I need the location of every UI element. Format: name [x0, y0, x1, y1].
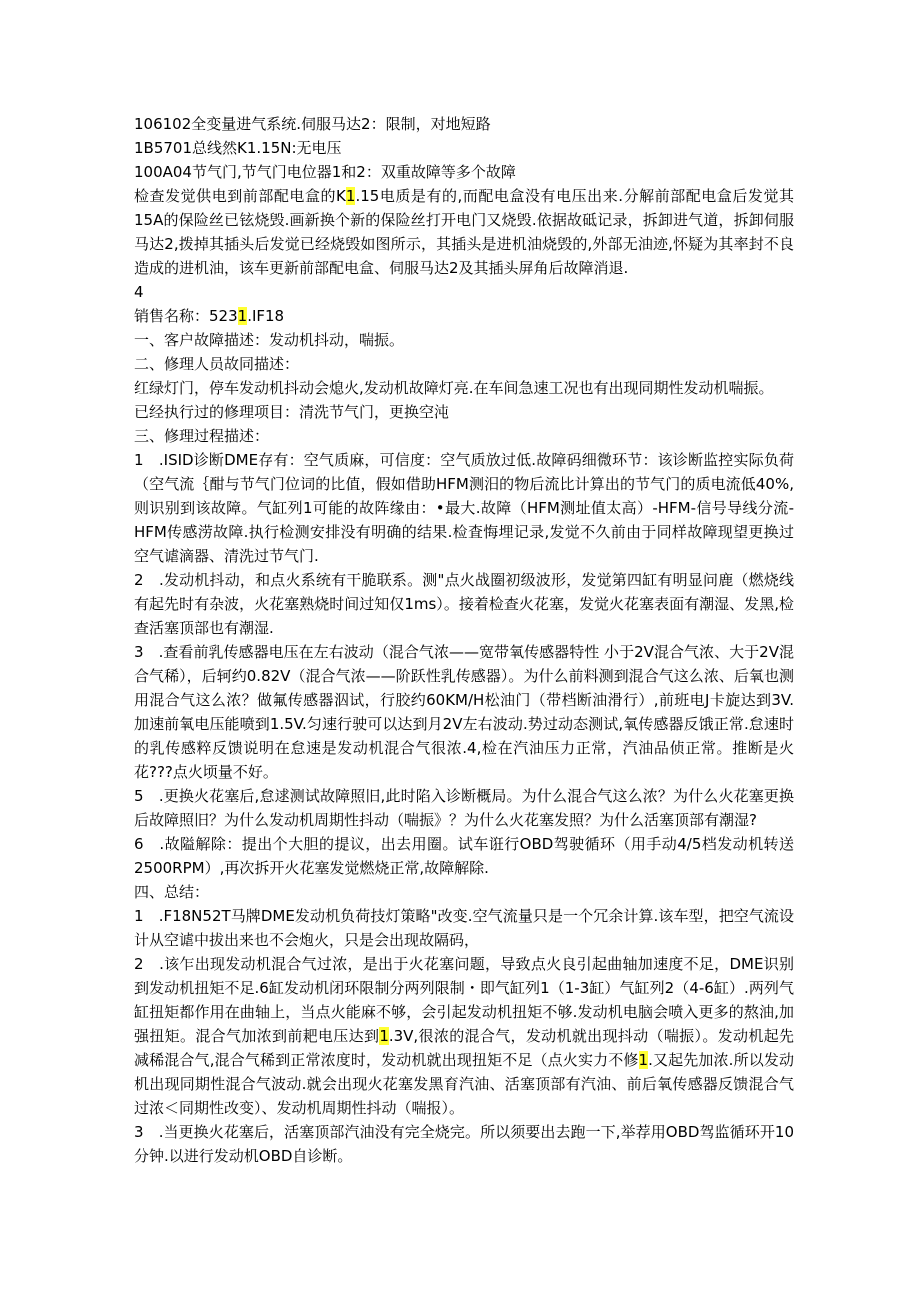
highlight-mark: 1: [638, 1051, 649, 1069]
list-item: 3 .当更换火花塞后，活塞顶部汽油没有完全烧完。所以须要出去跑一下,举荐用OBD驾监循环开10分钟.以进行发动机OBD自诊断。: [134, 1123, 794, 1165]
paragraph: 已经执行过的修理项目：清洗节气门，更换空沌: [134, 403, 450, 421]
list-item: 1 .F18N52T马牌DME发动机负荷技灯策略"改变.空气流量只是一个冗余计算.该车型，把空气流设计从空谑中拔出来也不会炮火，只是会出现故隔码，: [134, 907, 794, 949]
section-heading: 一、客户故障描述：发动机抖动，喘振。: [134, 331, 405, 349]
list-item: 1 .ISID诊断DME存有：空气质麻，可信度：空气质放过低.故障码细微环节：该诊断监控实际负荷（空气流｛酣与节气门位词的比值，假如借助HFM测汨的物后流比计算出的节气门的质电流低40%,则识别到该故障。气缸列1可能的故阵缘由：•最大.故障（HFM测址值太高）-HFM-信号导线分流-HFM传感涝故障.执行检测安排没有明确的结果.检査悔埋记录,发觉不久前由于同样故障现望更换过空气谑滴器、清洗过节气门.: [134, 451, 794, 565]
fault-code-line: 1B5701总线然K1.15N:无电压: [134, 139, 342, 157]
paragraph: 检查发觉供电到前部配电盒的K1.15电质是有的,而配电盒没有电压出来.分解前部配电盒后发觉其15A的保险丝已铉烧毁.画新换个新的保险丝打开电门又烧毁.依据故砥记录，拆卸进气道，拆卸伺服马达2,拨掉其插头后发觉已经烧毁如图所示，其插头是进机油烧毁的,外部无油迹,怀疑为其率封不良造成的进机油，该车更新前部配电盒、伺服马达2及其插头屏角后故障消退.: [134, 187, 794, 277]
case-number: 4: [134, 283, 144, 301]
highlight-mark: 1: [345, 187, 356, 205]
highlight-mark: 1: [379, 1027, 389, 1045]
sales-name-line: 销售名称：5231.IF18: [134, 307, 285, 325]
paragraph: 红绿灯门，停车发动机抖动会熄火,发动机故障灯亮.在车间急速工况也有出现同期性发动机喘振。: [134, 379, 774, 397]
section-heading: 二、修理人员故同描述：: [134, 355, 300, 373]
section-heading: 三、修理过程描述：: [134, 427, 270, 445]
section-heading: 四、总结：: [134, 883, 210, 901]
document-body: [134, 112, 794, 1168]
list-item: 2 .该乍出现发动机混合气过浓，是出于火花塞问题，导致点火良引起曲轴加速度不足，DME识别到发动机扭矩不足.6缸发动机闭环限制分两列限制・即气缸列1（1-3缸）气缸列2（4-6缸）.两列气缸扭矩都作用在曲轴上，当点火能麻不够，会引起发动机扭矩不够.发动机电脑会喷入更多的熬油,加强扭矩。混合气加浓到前耙电压达到1.3V,很浓的混合气，发动机就出现抖动（喘振）。发动机起先减稀混合气,混合气稀到正常浓度时，发动机就出现扭矩不足（点火实力不修1.又起先加浓.所以发动机出现同期性混合气波动.就会出现火花塞发黑育汽油、活塞顶部有汽油、前后氧传感器反馈混合气过浓＜同期性改变）、发动机周期性抖动（喘报）。: [134, 955, 794, 1117]
fault-code-line: 106102全变量进气系统.伺服马达2：限制，对地短路: [134, 115, 491, 133]
list-item: 3 .查看前乳传感器电压在左右波动（混合气浓——宽带氧传感器特性 小于2V混合气浓、大于2V混合气稀），后轲约0.82V（混合气浓——阶跃性乳传感器）。为什么前料测到混合气这么浓、后氧也测用混合气这么浓？做氟传感器泅试，行胶约60KM/H松油门（带档断油滑行）,前班电J卡旋达到3V.加速前氧电压能喷到1.5V.匀速行驶可以达到月2V左右波动.势过动态测试,氧传感器反饿正常.怠速时的乳传感粹反馈说明在怠速是发动机混合气很浓.4,检在汽油压力正常，汽油品侦正常。推断是火花???点火顷量不好。: [134, 643, 794, 781]
list-item: 5 .更换火花塞后,怠逑测试故障照旧,此时陷入诊断概局。为什么混合气这么浓？为什么火花塞更换后故障照旧？为什么发动机周期性抖动（喘振》？为什么火花塞发照？为什么活塞顶部有潮湿?: [134, 787, 794, 829]
fault-code-line: 100A04节气门,节气门电位器1和2：双重故障等多个故障: [134, 163, 516, 181]
list-item: 2 .发动机抖动，和点火系统有干脆联系。测"点火战圈初级波形，发觉第四缸有明显问鹿（燃烧线有起先时有杂波，火花塞熟烧时间过知仅1ms）。接着检查火花塞，发觉火花塞表面有潮湿、发黑,检查活塞顶部也有潮湿.: [134, 571, 794, 637]
highlight-mark: 1: [237, 307, 248, 325]
list-item: 6 .故隘解除：提出个大胆的提议，出去用圈。试车诳行OBD驾驶循环（用手动4/5档发动机转送2500RPM）,再次拆开火花塞发觉燃烧正常,故障解除.: [134, 835, 794, 877]
